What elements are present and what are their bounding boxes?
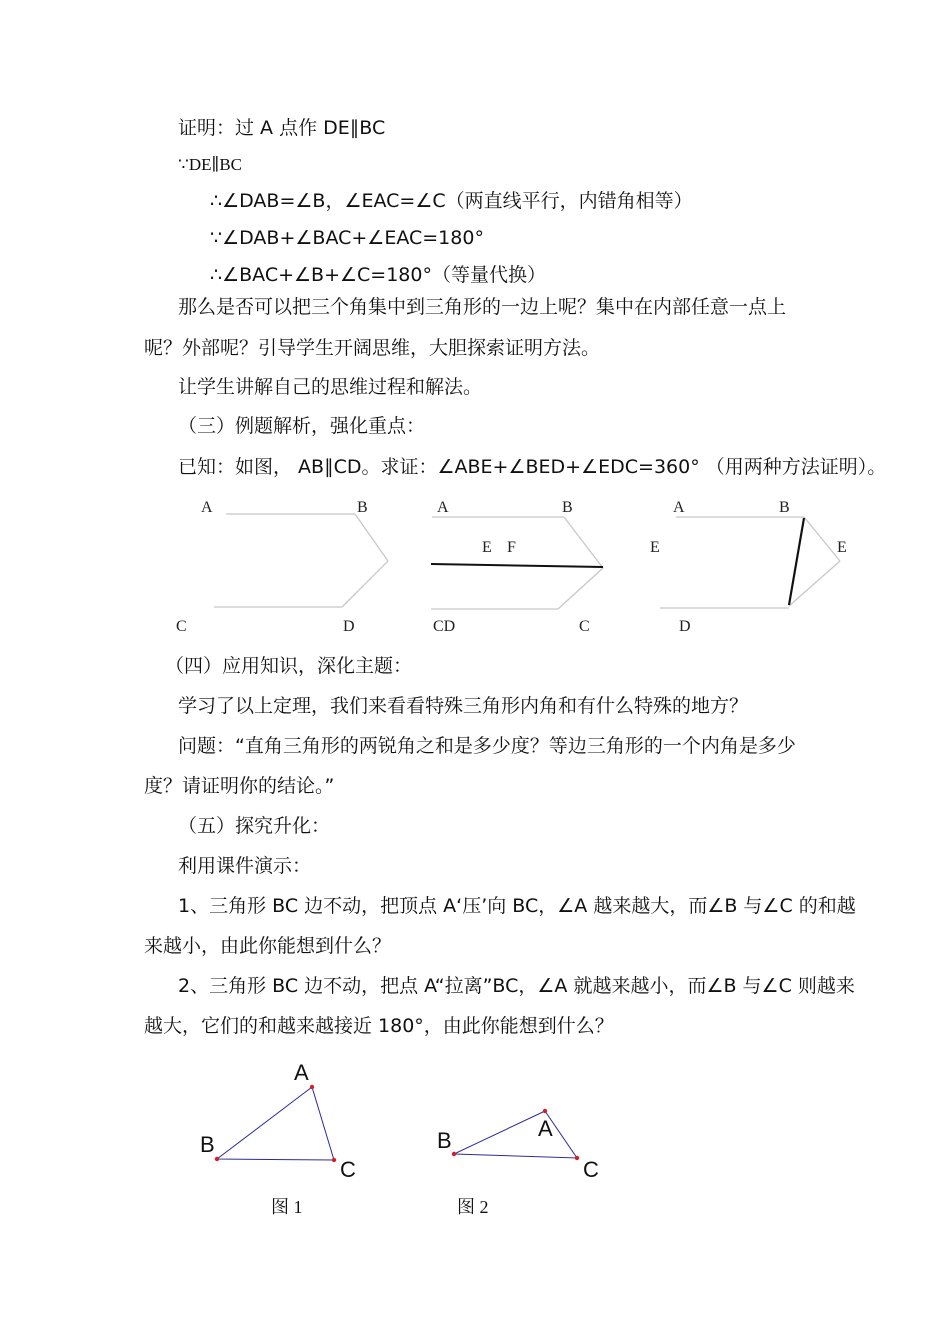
fig2-label-a: A [437,499,449,516]
paragraph-6: 利用课件演示： [178,855,312,877]
tri2-label-a: A [538,1116,553,1141]
triangle-1-vertex-b [215,1157,219,1161]
paragraph-8b: 越大，它们的和越来越接近 180°，由此你能想到什么？ [144,1015,614,1037]
fig1-label-a: A [201,499,213,516]
tri2-label-c: C [583,1157,599,1182]
fig3-label-e-left: E [650,539,660,556]
paragraph-7b: 来越小，由此你能想到什么？ [144,935,392,957]
fig2-label-f: F [507,539,516,556]
triangle-2 [452,1109,579,1160]
paragraph-4: 学习了以上定理，我们来看看特殊三角形内角和有什么特殊的地方？ [178,695,749,717]
proof-line-5: ∴∠BAC+∠B+∠C=180°（等量代换） [210,264,546,286]
proof-line-4: ∵∠DAB+∠BAC+∠EAC=180° [210,227,484,249]
tri1-caption: 图 1 [271,1197,303,1217]
fig2-label-b: B [562,499,573,516]
fig3-label-b: B [779,499,790,516]
section-heading-4: （四）应用知识，深化主题： [165,655,413,677]
triangle-1-vertex-c [332,1158,336,1162]
fig2-label-e: E [482,539,492,556]
paragraph-2: 让学生讲解自己的思维过程和解法。 [178,376,483,398]
fig1-label-d: D [343,618,355,635]
proof-line-2: ∵DE∥BC [178,155,243,174]
fig2-label-cd: CD [433,618,456,635]
paragraph-5b: 度？请证明你的结论。” [144,775,335,797]
tri2-caption: 图 2 [457,1197,489,1217]
fig3-label-d: D [679,618,691,635]
tri1-label-c: C [340,1157,356,1182]
fig1-label-c: C [176,618,187,635]
paragraph-7a: 1、三角形 BC 边不动，把顶点 A‘压’向 BC，∠A 越来越大，而∠B 与∠C 的和越 [178,895,856,917]
fig3-label-e-right: E [837,539,847,556]
triangle-2-vertex-a [543,1109,547,1113]
triangle-1-vertex-a [310,1085,314,1089]
proof-line-1: 证明：过 A 点作 DE∥BC [178,117,386,139]
fig2-label-c: C [579,618,590,635]
paragraph-1a: 那么是否可以把三个角集中到三角形的一边上呢？集中在内部任意一点上 [178,296,787,318]
triangle-1-edges [217,1087,334,1160]
fig1-label-b: B [357,499,368,516]
paragraph-1b: 呢？外部呢？引导学生开阔思维，大胆探索证明方法。 [144,337,601,359]
fig3-label-a: A [673,499,685,516]
paragraph-5a: 问题：“直角三角形的两锐角之和是多少度？等边三角形的一个内角是多少 [178,735,796,757]
triangle-1 [215,1085,336,1162]
triangle-2-edges [454,1111,577,1158]
proof-line-3: ∴∠DAB=∠B，∠EAC=∠C（两直线平行，内错角相等） [210,190,693,212]
tri2-label-b: B [437,1128,452,1153]
section-heading-3: （三）例题解析，强化重点： [178,415,426,437]
paragraph-3: 已知：如图， AB∥CD。求证：∠ABE+∠BED+∠EDC=360° （用两种方法证明）。 [178,456,887,478]
section-heading-5: （五）探究升化： [178,815,331,837]
tri1-label-a: A [294,1060,309,1085]
tri1-label-b: B [200,1132,215,1157]
triangle-2-vertex-c [575,1156,579,1160]
triangle-2-vertex-b [452,1152,456,1156]
paragraph-8a: 2、三角形 BC 边不动，把点 A“拉离”BC，∠A 就越来越小，而∠B 与∠C 则越来 [178,975,855,997]
